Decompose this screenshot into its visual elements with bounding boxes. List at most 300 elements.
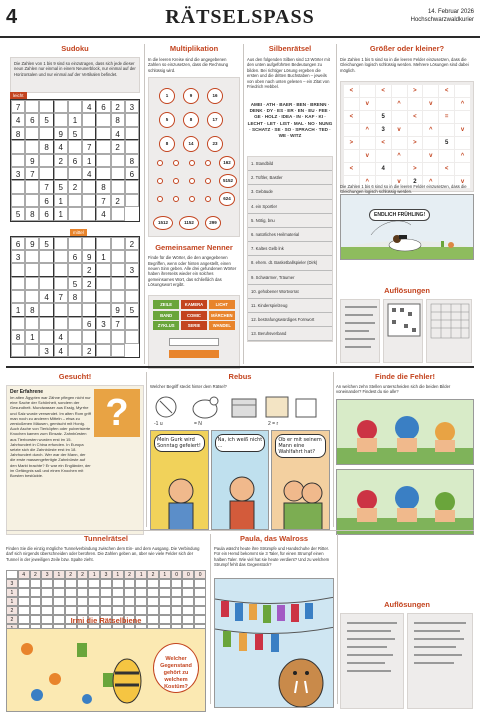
tunnel-cell[interactable] bbox=[112, 597, 124, 606]
sudoku-cell[interactable]: 8 bbox=[11, 127, 25, 140]
sudoku-cell[interactable] bbox=[25, 263, 39, 276]
clue-row[interactable]: 9. Schwärmer, Träumer bbox=[248, 271, 332, 285]
groesser-cell[interactable]: v bbox=[455, 176, 470, 188]
groesser-cell[interactable] bbox=[376, 150, 391, 162]
sudoku-cell[interactable] bbox=[111, 154, 125, 167]
tunnel-cell[interactable] bbox=[171, 606, 183, 615]
groesser-cell[interactable]: < bbox=[344, 111, 359, 123]
sudoku-cell[interactable] bbox=[111, 237, 125, 250]
tunnel-cell[interactable] bbox=[147, 588, 159, 597]
groesser-cell[interactable]: ^ bbox=[392, 98, 407, 110]
tunnel-cell[interactable] bbox=[135, 597, 147, 606]
irmi-image[interactable] bbox=[6, 628, 206, 712]
sudoku-cell[interactable] bbox=[125, 250, 139, 263]
sudoku-cell[interactable]: 8 bbox=[68, 290, 82, 303]
nenner-puzzle[interactable] bbox=[148, 295, 240, 369]
tunnel-cell[interactable] bbox=[182, 597, 194, 606]
sudoku-cell[interactable]: 2 bbox=[111, 100, 125, 113]
groesser-cell[interactable]: 5 bbox=[376, 111, 391, 123]
tunnel-cell[interactable]: 1 bbox=[53, 570, 65, 579]
sudoku-cell[interactable] bbox=[25, 140, 39, 153]
sudoku-cell[interactable]: 5 bbox=[11, 207, 25, 220]
sudoku-cell[interactable]: 2 bbox=[111, 194, 125, 207]
sudoku-cell[interactable]: 7 bbox=[25, 167, 39, 180]
sudoku-cell[interactable]: 8 bbox=[25, 207, 39, 220]
sudoku-cell[interactable] bbox=[68, 207, 82, 220]
sudoku-cell[interactable] bbox=[25, 250, 39, 263]
clue-row[interactable]: 7. Kaltes Gelb lnk bbox=[248, 242, 332, 256]
sudoku-cell[interactable]: 3 bbox=[125, 100, 139, 113]
sudoku-cell[interactable] bbox=[11, 194, 25, 207]
sudoku-cell[interactable] bbox=[54, 113, 68, 126]
groesser-cell[interactable] bbox=[360, 111, 375, 123]
sudoku-cell[interactable]: 4 bbox=[54, 330, 68, 343]
sudoku-cell[interactable] bbox=[96, 113, 110, 126]
tunnel-cell[interactable]: 1 bbox=[135, 570, 147, 579]
sudoku-cell[interactable]: 9 bbox=[54, 127, 68, 140]
sudoku-cell[interactable] bbox=[68, 100, 82, 113]
sudoku-cell[interactable] bbox=[39, 317, 53, 330]
tunnel-cell[interactable] bbox=[135, 579, 147, 588]
groesser-cell[interactable]: > bbox=[408, 137, 423, 149]
tunnel-cell[interactable] bbox=[6, 570, 18, 579]
sudoku-cell[interactable] bbox=[25, 194, 39, 207]
tunnel-cell[interactable] bbox=[53, 597, 65, 606]
groesser-cell[interactable]: 3 bbox=[376, 124, 391, 136]
sudoku-cell[interactable] bbox=[82, 113, 96, 126]
clue-row[interactable]: 13. Beruhsverband bbox=[248, 327, 332, 341]
fehler-image-1[interactable] bbox=[336, 399, 474, 465]
sudoku-cell[interactable]: 5 bbox=[125, 303, 139, 316]
groesser-cell[interactable] bbox=[423, 111, 438, 123]
sudoku-cell[interactable]: 8 bbox=[96, 180, 110, 193]
sudoku-cell[interactable] bbox=[11, 154, 25, 167]
tunnel-cell[interactable] bbox=[124, 588, 136, 597]
sudoku-cell[interactable]: 2 bbox=[82, 344, 96, 357]
tunnel-cell[interactable] bbox=[88, 597, 100, 606]
sudoku-cell[interactable]: 2 bbox=[54, 154, 68, 167]
tunnel-cell[interactable] bbox=[194, 597, 206, 606]
tunnel-cell[interactable] bbox=[77, 579, 89, 588]
groesser-cell[interactable] bbox=[392, 111, 407, 123]
tunnel-cell[interactable] bbox=[18, 588, 30, 597]
sudoku-cell[interactable]: 3 bbox=[11, 250, 25, 263]
sudoku-cell[interactable]: 4 bbox=[82, 100, 96, 113]
walross-image[interactable] bbox=[214, 578, 334, 708]
groesser-cell[interactable] bbox=[392, 163, 407, 175]
sudoku-cell[interactable] bbox=[125, 194, 139, 207]
tunnel-cell[interactable] bbox=[18, 579, 30, 588]
groesser-cell[interactable] bbox=[408, 150, 423, 162]
sudoku-cell[interactable] bbox=[96, 290, 110, 303]
sudoku-cell[interactable]: 1 bbox=[68, 113, 82, 126]
sudoku-cell[interactable] bbox=[82, 237, 96, 250]
sudoku-cell[interactable]: 9 bbox=[111, 303, 125, 316]
sudoku-cell[interactable] bbox=[68, 167, 82, 180]
sudoku-cell[interactable]: 8 bbox=[25, 303, 39, 316]
tunnel-cell[interactable]: 2 bbox=[6, 606, 18, 615]
sudoku-cell[interactable] bbox=[11, 290, 25, 303]
sudoku-cell[interactable] bbox=[25, 290, 39, 303]
tunnel-cell[interactable]: 0 bbox=[194, 570, 206, 579]
sudoku-cell[interactable] bbox=[125, 277, 139, 290]
tunnel-cell[interactable] bbox=[159, 588, 171, 597]
sudoku-cell[interactable] bbox=[82, 194, 96, 207]
sudoku-cell[interactable]: 1 bbox=[25, 330, 39, 343]
tunnel-cell[interactable]: 3 bbox=[100, 570, 112, 579]
groesser-cell[interactable]: = bbox=[439, 111, 454, 123]
sudoku-cell[interactable] bbox=[54, 277, 68, 290]
tunnel-cell[interactable]: 1 bbox=[6, 588, 18, 597]
tunnel-cell[interactable]: 0 bbox=[182, 570, 194, 579]
sudoku-grid-easy[interactable] bbox=[10, 99, 140, 222]
sudoku-cell[interactable]: 4 bbox=[54, 344, 68, 357]
groesser-cell[interactable] bbox=[439, 98, 454, 110]
sudoku-cell[interactable] bbox=[111, 180, 125, 193]
tunnel-cell[interactable]: 3 bbox=[41, 570, 53, 579]
sudoku-cell[interactable] bbox=[96, 154, 110, 167]
sudoku-cell[interactable] bbox=[125, 127, 139, 140]
sudoku-cell[interactable] bbox=[111, 330, 125, 343]
groesser-cell[interactable] bbox=[423, 163, 438, 175]
tunnel-cell[interactable] bbox=[159, 597, 171, 606]
groesser-cell[interactable]: > bbox=[408, 85, 423, 97]
groesser-cell[interactable]: ^ bbox=[423, 176, 438, 188]
sudoku-cell[interactable]: 6 bbox=[125, 167, 139, 180]
sudoku-cell[interactable] bbox=[68, 344, 82, 357]
sudoku-cell[interactable] bbox=[125, 140, 139, 153]
sudoku-cell[interactable]: 6 bbox=[68, 154, 82, 167]
groesser-cell[interactable] bbox=[360, 163, 375, 175]
sudoku-cell[interactable]: 7 bbox=[54, 290, 68, 303]
clue-row[interactable]: 1. Standbild bbox=[248, 157, 332, 171]
sudoku-cell[interactable] bbox=[11, 317, 25, 330]
sudoku-cell[interactable] bbox=[96, 277, 110, 290]
sudoku-cell[interactable] bbox=[96, 330, 110, 343]
sudoku-cell[interactable] bbox=[39, 330, 53, 343]
groesser-cell[interactable]: < bbox=[408, 111, 423, 123]
sudoku-cell[interactable] bbox=[25, 100, 39, 113]
tunnel-cell[interactable] bbox=[53, 579, 65, 588]
groesser-cell[interactable]: ^ bbox=[392, 150, 407, 162]
tunnel-cell[interactable] bbox=[194, 606, 206, 615]
sudoku-cell[interactable]: 4 bbox=[11, 113, 25, 126]
sudoku-cell[interactable] bbox=[25, 344, 39, 357]
sudoku-cell[interactable] bbox=[54, 303, 68, 316]
sudoku-cell[interactable]: 1 bbox=[82, 154, 96, 167]
sudoku-cell[interactable] bbox=[39, 100, 53, 113]
sudoku-cell[interactable] bbox=[25, 180, 39, 193]
sudoku-cell[interactable]: 6 bbox=[11, 237, 25, 250]
groesser-cell[interactable]: ^ bbox=[360, 124, 375, 136]
tunnel-cell[interactable] bbox=[171, 579, 183, 588]
sudoku-cell[interactable] bbox=[25, 277, 39, 290]
sudoku-cell[interactable] bbox=[54, 237, 68, 250]
tunnel-cell[interactable]: 2 bbox=[124, 570, 136, 579]
tunnel-cell[interactable] bbox=[194, 579, 206, 588]
groesser-cell[interactable]: < bbox=[439, 85, 454, 97]
sudoku-cell[interactable]: 4 bbox=[39, 290, 53, 303]
tunnel-cell[interactable] bbox=[194, 588, 206, 597]
sudoku-cell[interactable]: 9 bbox=[25, 154, 39, 167]
tunnel-cell[interactable] bbox=[41, 588, 53, 597]
clue-row[interactable]: 8. ehem. dt. Basketballspieler (Dirk) bbox=[248, 256, 332, 270]
tunnel-cell[interactable] bbox=[100, 588, 112, 597]
sudoku-cell[interactable] bbox=[111, 250, 125, 263]
solution-bar[interactable] bbox=[169, 350, 219, 358]
sudoku-cell[interactable] bbox=[125, 330, 139, 343]
sudoku-cell[interactable] bbox=[54, 317, 68, 330]
groesser-cell[interactable]: ^ bbox=[455, 150, 470, 162]
groesser-cell[interactable]: < bbox=[376, 85, 391, 97]
groesser-cell[interactable]: v bbox=[360, 150, 375, 162]
groesser-cell[interactable] bbox=[439, 150, 454, 162]
tunnel-cell[interactable] bbox=[124, 597, 136, 606]
sudoku-cell[interactable] bbox=[11, 263, 25, 276]
groesser-cell[interactable] bbox=[423, 85, 438, 97]
sudoku-cell[interactable]: 5 bbox=[54, 180, 68, 193]
sudoku-cell[interactable] bbox=[68, 263, 82, 276]
clue-row[interactable]: 12. bestrafungswürdiges Fornwort bbox=[248, 313, 332, 327]
tunnel-cell[interactable] bbox=[30, 606, 42, 615]
tunnel-cell[interactable] bbox=[18, 597, 30, 606]
sudoku-cell[interactable]: 5 bbox=[68, 127, 82, 140]
sudoku-cell[interactable]: 8 bbox=[39, 140, 53, 153]
sudoku-cell[interactable] bbox=[68, 237, 82, 250]
groesser-cell[interactable]: v bbox=[392, 176, 407, 188]
sudoku-cell[interactable] bbox=[11, 140, 25, 153]
solution-field[interactable] bbox=[169, 338, 219, 346]
multiplication-puzzle[interactable] bbox=[148, 77, 240, 237]
tunnel-cell[interactable] bbox=[65, 597, 77, 606]
groesser-cell[interactable]: > bbox=[344, 137, 359, 149]
tunnel-cell[interactable] bbox=[171, 588, 183, 597]
tunnel-cell[interactable] bbox=[41, 606, 53, 615]
sudoku-cell[interactable]: 5 bbox=[68, 277, 82, 290]
clue-row[interactable]: 11. Kinderspielzeug bbox=[248, 299, 332, 313]
sudoku-cell[interactable] bbox=[39, 277, 53, 290]
tunnel-cell[interactable] bbox=[147, 579, 159, 588]
sudoku-cell[interactable] bbox=[96, 263, 110, 276]
tunnel-cell[interactable] bbox=[182, 588, 194, 597]
tunnel-cell[interactable]: 2 bbox=[65, 570, 77, 579]
sudoku-cell[interactable]: 8 bbox=[125, 154, 139, 167]
sudoku-cell[interactable] bbox=[96, 167, 110, 180]
tunnel-cell[interactable] bbox=[65, 579, 77, 588]
sudoku-cell[interactable]: 8 bbox=[11, 330, 25, 343]
groesser-cell[interactable]: 2 bbox=[408, 176, 423, 188]
sudoku-cell[interactable] bbox=[54, 167, 68, 180]
tunnel-cell[interactable]: 1 bbox=[6, 597, 18, 606]
tunnel-cell[interactable] bbox=[77, 597, 89, 606]
tunnel-cell[interactable] bbox=[77, 588, 89, 597]
sudoku-cell[interactable] bbox=[125, 180, 139, 193]
tunnel-cell[interactable] bbox=[100, 597, 112, 606]
tunnel-cell[interactable] bbox=[100, 579, 112, 588]
groesser-cell[interactable]: 4 bbox=[376, 163, 391, 175]
tunnel-cell[interactable]: 1 bbox=[112, 570, 124, 579]
sudoku-cell[interactable]: 6 bbox=[25, 113, 39, 126]
tunnel-cell[interactable] bbox=[41, 597, 53, 606]
sudoku-cell[interactable]: 4 bbox=[54, 140, 68, 153]
groesser-cell[interactable] bbox=[360, 137, 375, 149]
groesser-cell[interactable]: < bbox=[344, 163, 359, 175]
sudoku-cell[interactable] bbox=[11, 344, 25, 357]
sudoku-cell[interactable] bbox=[82, 207, 96, 220]
tunnel-cell[interactable] bbox=[30, 597, 42, 606]
tunnel-cell[interactable]: 1 bbox=[159, 570, 171, 579]
tunnel-cell[interactable]: 2 bbox=[147, 570, 159, 579]
tunnel-cell[interactable] bbox=[65, 606, 77, 615]
tunnel-cell[interactable] bbox=[112, 579, 124, 588]
tunnel-cell[interactable] bbox=[18, 606, 30, 615]
groesser-cell[interactable]: 5 bbox=[439, 137, 454, 149]
sudoku-cell[interactable] bbox=[125, 290, 139, 303]
tunnel-cell[interactable] bbox=[53, 588, 65, 597]
sudoku-cell[interactable] bbox=[68, 194, 82, 207]
sudoku-cell[interactable] bbox=[39, 303, 53, 316]
sudoku-cell[interactable] bbox=[96, 127, 110, 140]
sudoku-cell[interactable]: 5 bbox=[39, 237, 53, 250]
groesser-cell[interactable] bbox=[344, 150, 359, 162]
groesser-cell[interactable]: v bbox=[360, 98, 375, 110]
sudoku-cell[interactable] bbox=[39, 167, 53, 180]
silben-clues[interactable] bbox=[247, 156, 333, 342]
tunnel-cell[interactable] bbox=[100, 606, 112, 615]
sudoku-cell[interactable]: 5 bbox=[39, 113, 53, 126]
groesser-cell[interactable] bbox=[439, 124, 454, 136]
clue-row[interactable]: 6. natürliches Heilmaterial bbox=[248, 228, 332, 242]
sudoku-cell[interactable]: 3 bbox=[11, 167, 25, 180]
sudoku-cell[interactable] bbox=[96, 344, 110, 357]
tunnel-cell[interactable]: 4 bbox=[18, 570, 30, 579]
sudoku-cell[interactable]: 1 bbox=[11, 303, 25, 316]
groesser-cell[interactable]: > bbox=[408, 163, 423, 175]
sudoku-cell[interactable]: 6 bbox=[39, 194, 53, 207]
groesser-cell[interactable] bbox=[344, 98, 359, 110]
sudoku-cell[interactable]: 9 bbox=[82, 250, 96, 263]
sudoku-cell[interactable] bbox=[39, 154, 53, 167]
sudoku-cell[interactable]: 7 bbox=[11, 100, 25, 113]
groesser-cell[interactable] bbox=[408, 98, 423, 110]
sudoku-cell[interactable]: 9 bbox=[25, 237, 39, 250]
groesser-cell[interactable] bbox=[455, 85, 470, 97]
sudoku-cell[interactable] bbox=[11, 180, 25, 193]
sudoku-cell[interactable]: 3 bbox=[39, 344, 53, 357]
sudoku-cell[interactable]: 4 bbox=[111, 127, 125, 140]
clue-row[interactable]: 10. gehobener Wortvorrat bbox=[248, 285, 332, 299]
groesser-cell[interactable] bbox=[455, 111, 470, 123]
tunnel-cell[interactable] bbox=[88, 606, 100, 615]
tunnel-cell[interactable] bbox=[112, 606, 124, 615]
tunnel-cell[interactable] bbox=[159, 579, 171, 588]
groesser-cell[interactable]: v bbox=[455, 124, 470, 136]
sudoku-cell[interactable]: 2 bbox=[82, 263, 96, 276]
sudoku-cell[interactable]: 2 bbox=[68, 180, 82, 193]
sudoku-cell[interactable] bbox=[68, 140, 82, 153]
groesser-cell[interactable]: v bbox=[423, 150, 438, 162]
tunnel-cell[interactable] bbox=[112, 588, 124, 597]
tunnel-cell[interactable] bbox=[147, 606, 159, 615]
sudoku-cell[interactable] bbox=[82, 330, 96, 343]
tunnel-cell[interactable]: 2 bbox=[30, 570, 42, 579]
sudoku-cell[interactable]: 3 bbox=[96, 317, 110, 330]
tunnel-cell[interactable] bbox=[30, 579, 42, 588]
clue-row[interactable]: 4. ein Sportler bbox=[248, 200, 332, 214]
groesser-grid[interactable] bbox=[340, 81, 474, 192]
tunnel-cell[interactable] bbox=[159, 606, 171, 615]
sudoku-cell[interactable] bbox=[54, 250, 68, 263]
sudoku-cell[interactable]: 6 bbox=[68, 250, 82, 263]
sudoku-cell[interactable]: 6 bbox=[39, 207, 53, 220]
tunnel-cell[interactable] bbox=[135, 606, 147, 615]
tunnel-cell[interactable] bbox=[30, 588, 42, 597]
sudoku-cell[interactable] bbox=[111, 277, 125, 290]
groesser-cell[interactable] bbox=[392, 137, 407, 149]
sudoku-cell[interactable] bbox=[11, 277, 25, 290]
tunnel-cell[interactable] bbox=[88, 588, 100, 597]
sudoku-cell[interactable] bbox=[68, 317, 82, 330]
clue-row[interactable]: 3. Gebäude bbox=[248, 185, 332, 199]
tunnel-cell[interactable] bbox=[53, 606, 65, 615]
sudoku-cell[interactable]: 7 bbox=[39, 180, 53, 193]
sudoku-cell[interactable] bbox=[82, 303, 96, 316]
tunnel-cell[interactable]: 1 bbox=[88, 570, 100, 579]
sudoku-cell[interactable]: 7 bbox=[96, 194, 110, 207]
sudoku-cell[interactable] bbox=[54, 263, 68, 276]
tunnel-cell[interactable] bbox=[41, 579, 53, 588]
tunnel-cell[interactable] bbox=[171, 597, 183, 606]
tunnel-cell[interactable] bbox=[182, 606, 194, 615]
groesser-cell[interactable] bbox=[455, 137, 470, 149]
tunnel-cell[interactable] bbox=[65, 588, 77, 597]
groesser-cell[interactable] bbox=[344, 124, 359, 136]
sudoku-cell[interactable] bbox=[96, 237, 110, 250]
groesser-cell[interactable] bbox=[376, 98, 391, 110]
sudoku-cell[interactable]: 1 bbox=[54, 207, 68, 220]
sudoku-cell[interactable] bbox=[39, 263, 53, 276]
groesser-cell[interactable] bbox=[423, 137, 438, 149]
groesser-cell[interactable]: v bbox=[392, 124, 407, 136]
groesser-cell[interactable]: < bbox=[439, 163, 454, 175]
groesser-cell[interactable] bbox=[360, 85, 375, 97]
sudoku-cell[interactable] bbox=[96, 140, 110, 153]
sudoku-cell[interactable]: 3 bbox=[125, 263, 139, 276]
tunnel-cell[interactable] bbox=[135, 588, 147, 597]
groesser-cell[interactable]: ^ bbox=[423, 124, 438, 136]
sudoku-cell[interactable] bbox=[82, 290, 96, 303]
tunnel-cell[interactable] bbox=[147, 597, 159, 606]
sudoku-cell[interactable]: 4 bbox=[96, 207, 110, 220]
tunnel-cell[interactable]: 3 bbox=[6, 579, 18, 588]
clue-row[interactable]: 5. Nötig, bnu bbox=[248, 214, 332, 228]
groesser-cell[interactable]: ^ bbox=[360, 176, 375, 188]
tunnel-cell[interactable] bbox=[77, 606, 89, 615]
sudoku-cell[interactable] bbox=[96, 303, 110, 316]
tunnel-cell[interactable] bbox=[88, 579, 100, 588]
sudoku-cell[interactable] bbox=[82, 127, 96, 140]
sudoku-cell[interactable] bbox=[68, 303, 82, 316]
sudoku-cell[interactable] bbox=[111, 263, 125, 276]
sudoku-grid-medium[interactable] bbox=[10, 236, 140, 359]
sudoku-cell[interactable] bbox=[111, 207, 125, 220]
sudoku-cell[interactable]: 6 bbox=[82, 317, 96, 330]
sudoku-cell[interactable]: 1 bbox=[96, 250, 110, 263]
groesser-cell[interactable]: v bbox=[423, 98, 438, 110]
sudoku-cell[interactable]: 1 bbox=[54, 194, 68, 207]
sudoku-cell[interactable]: 6 bbox=[96, 100, 110, 113]
tunnel-cell[interactable]: 2 bbox=[77, 570, 89, 579]
